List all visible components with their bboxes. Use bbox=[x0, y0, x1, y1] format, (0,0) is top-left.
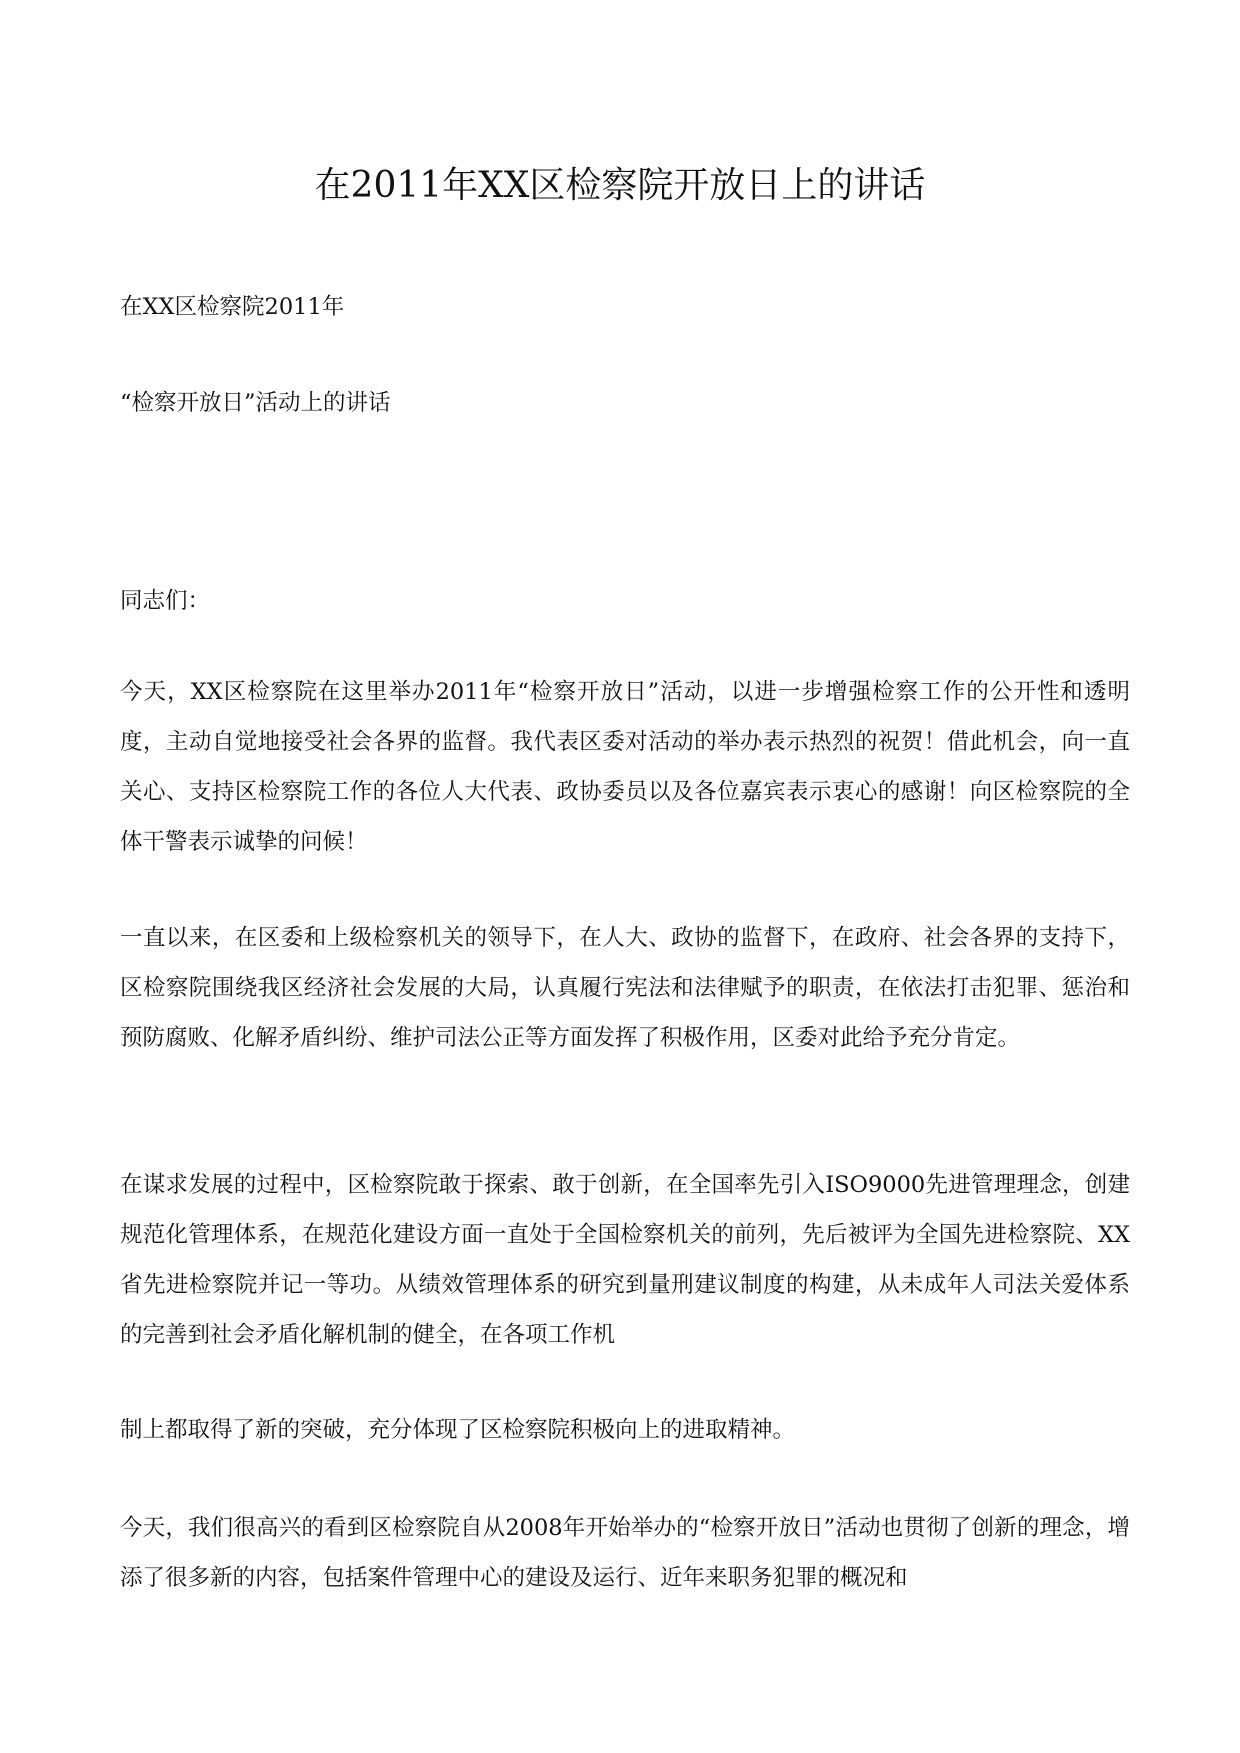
paragraph-1: 今天，XX区检察院在这里举办2011年“检察开放日”活动，以进一步增强检察工作的公开性和透明度，主动自觉地接受社会各界的监督。我代表区委对活动的举办表示热烈的祝贺！借此机会，向一直关心、支持区检察院工作的各位人大代表、政协委员以及各位嘉宾表示衷心的感谢！向区检察院的全体干警表示诚挚的问候！ bbox=[120, 679, 1130, 855]
subtitle-line-1: 在XX区检察院2011年 bbox=[120, 294, 345, 320]
paragraph-2: 一直以来，在区委和上级检察机关的领导下，在人大、政协的监督下，在政府、社会各界的支持下，区检察院围绕我区经济社会发展的大局，认真履行宪法和法律赋予的职责，在依法打击犯罪、惩治和预防腐败、化解矛盾纠纷、维护司法公正等方面发挥了积极作用，区委对此给予充分肯定。 bbox=[120, 925, 1130, 1051]
paragraph-5: 今天，我们很高兴的看到区检察院自从2008年开始举办的“检察开放日”活动也贯彻了创新的理念，增添了很多新的内容，包括案件管理中心的建设及运行、近年来职务犯罪的概况和 bbox=[120, 1515, 1130, 1591]
paragraph-4: 制上都取得了新的突破，充分体现了区检察院积极向上的进取精神。 bbox=[120, 1417, 796, 1443]
salutation: 同志们： bbox=[120, 588, 211, 614]
page-title: 在2011年XX区检察院开放日上的讲话 bbox=[314, 165, 926, 206]
paragraph-3: 在谋求发展的过程中，区检察院敢于探索、敢于创新，在全国率先引入ISO9000先进管理理念，创建规范化管理体系，在规范化建设方面一直处于全国检察机关的前列，先后被评为全国先进检察院、XX省先进检察院并记一等功。从绩效管理体系的研究到量刑建议制度的构建，从未成年人司法关爱体系的完善到社会矛盾化解机制的健全，在各项工作机 bbox=[120, 1172, 1130, 1348]
subtitle-line-2: “检察开放日”活动上的讲话 bbox=[120, 390, 391, 416]
